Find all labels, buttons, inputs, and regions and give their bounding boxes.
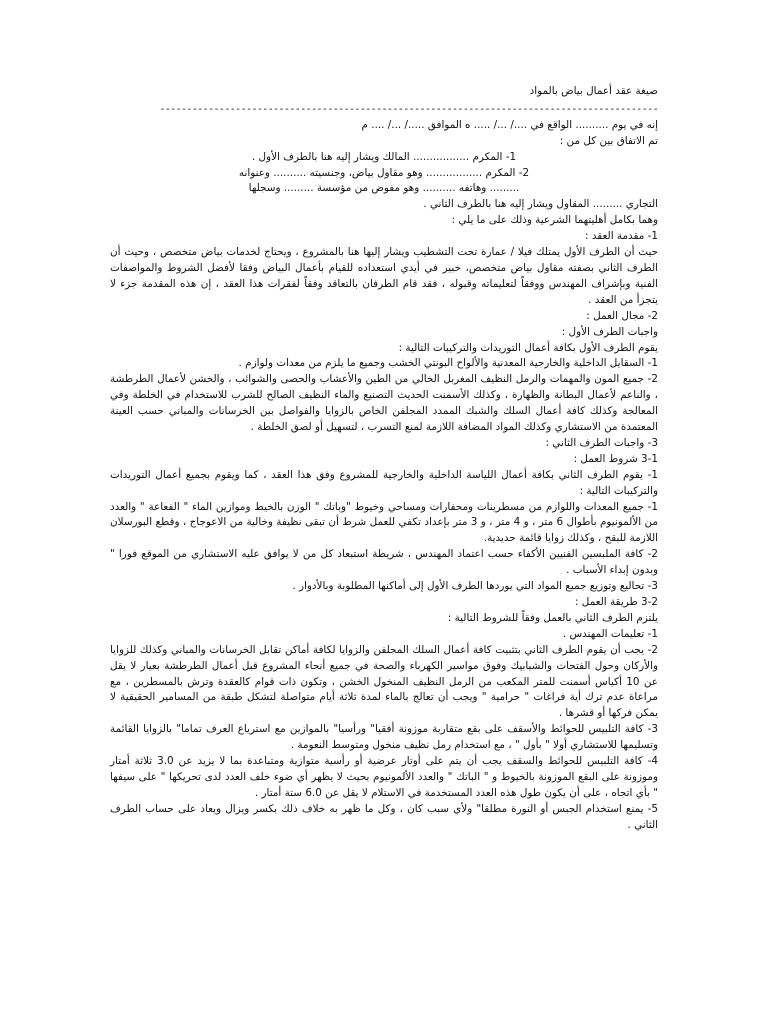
- paragraph: حيث أن الطرف الأول يمتلك فيلا / عمارة تحت التشطيب ويشار إليها هنا بالمشروع ، ويحتاج لخدمات بياض متخصص ، وحيث أن الطرف الثاني بصفته مقاول بياض متخصص، خبير في أيدي استعداده للقيام بأعمال البياض وفقا لأفضل الشروط والمواصفات الفنية وبإشراف المهندس ووفقاً لتعليماته وقبوله ، فقد قام الطرفان بالتعاقد وفقاً لفقرات هذا العقد ، إن هذه المقدمة جزء لا يتجزأ من العقد .: [110, 246, 658, 306]
- section-heading: 3-1 شروط العمل :: [573, 452, 658, 465]
- list-item: 1- يقوم الطرف الثاني بكافة أعمال اللياسة الداخلية والخارجية للمشروع وفق هذا العقد ، كما ويقوم بجميع أعمال التوريدات والتركيبات التالية :: [110, 468, 658, 497]
- section-heading: واجبات الطرف الأول :: [561, 325, 658, 338]
- text-line: يقوم الطرف الأول بكافة أعمال التوريدات والتركيبات التالية :: [398, 341, 658, 354]
- party-two-line: 2- المكرم ................. وهو مقاول بياض، وجنسيته .......... وعنوانه: [238, 166, 530, 179]
- list-item: 1- جميع المعدات واللوازم من مسطرينات ومحفارات ومساحي وخيوط "وباتك " الوزن بالخيط وموازين الماء " الفعاعة " والعدد من الألمونيوم بأطوال 6 متر ، و 4 متر ، و 3 متر بإعداد تكفي للعمل شرط أن تبقى نظيفة وخالية من الاعوجاج ، وقطع البورسلان اللازمة للبقح ، وكذلك زوايا قائمة حديدية.: [110, 500, 658, 545]
- document-title: صيغة عقد أعمال بياض بالمواد: [529, 85, 658, 97]
- party-two-contact-line: ......... وهاتفه .......... وهو مفوض من مؤسسة ......... وسجلها: [248, 182, 520, 195]
- list-item: 2- جميع المون والمهمات والرمل النظيف المغربل الخالي من الطين والأعشاب والحصى والشوائب ، والخشن لأعمال الطرطشة ، والناعم لأعمال البطانة والظهارة ، وكذلك الأسمنت الحديث التصنيع والماء النظيف الصالح للشرب للاستخدام في الخلطة وفي المعالجة وكذلك كافة أعمال السلك والشبك الممدد المجلفن الخاص بالزوايا والفواصل بين الخرسانات والمباني حسب العينة المعتمدة من الاستشاري وكذلك المواد المضافة اللازمة لمنع التسرب ، لتسهيل أو لصق الخلطة .: [110, 373, 658, 434]
- list-item: 2- يجب أن يقوم الطرف الثاني بتثبيت كافة أعمال السلك المجلفن والزوايا لكافة أماكن تقابل الخرسانات والمباني وكذلك للزوايا والأركان وحول الفتحات والشبابيك وفوق مواسير الكهرباء والصحة في جميع أنحاء المشروع قبل أعمال الطرطشة بعيار لا يقل عن 10 أكياس أسمنت للمتر المكعب من الرمل النظيف المنخول الخشن ، وتكون ذات قوام كالعقدة وترش بالمسطرين ، مع مراعاة عدم ترك أية فراغات " حرامية " ويجب أن تعالج بالماء لمدة ثلاثة أيام متواصلة لتشكل طبقة من المسامير الحقيقية لا يمكن فركها أو قشرها .: [110, 643, 658, 720]
- list-item: 1- تعليمات المهندس .: [562, 627, 658, 640]
- contract-date-line: إنه في يوم .......... الواقع في ..../ .../ ..... ه الموافق ...../ .../ .... م: [361, 118, 658, 131]
- text-line: تم الاتفاق بين كل من :: [559, 134, 658, 147]
- list-item: 2- كافة الملبسين الفنيين الأكفاء حسب اعتماد المهندس ، شريطة استبعاد كل من لا يوافق عليه الاستشاري من الموقع فورا " وبدون إبداء الأسباب .: [110, 548, 658, 577]
- list-item: 5- يمنع استخدام الجبس أو النورة مطلقا" ولأي سبب كان ، وكل ما ظهر به خلاف ذلك بكسر ويزال ويعاد على حساب الطرف الثاني .: [110, 802, 658, 831]
- list-item: 1- السقايل الداخلية والخارجية المعدنية والألواح البونتي الخشب وجميع ما يلزم من معدات ولوازم .: [238, 357, 658, 370]
- text-line: وهما بكامل أهليتهما الشرعية وذلك على ما يلي :: [451, 214, 658, 227]
- list-item: 3- كافة التلبيس للحوائط والأسقف على بقع متقاربة موزونة أفقيا" ورأسيا" بالموازين مع استرياع العرف تماما" بالزوايا القائمة وتسليمها للاستشاري أولا " بأول " ، مع استخدام رمل نظيف منخول ومتوسط النعومة .: [110, 723, 658, 752]
- section-heading: 1- مقدمة العقد :: [585, 230, 658, 243]
- section-heading: 2- مجال العمل :: [586, 309, 658, 322]
- list-item: 4- كافة التلبيس للحوائط والسقف يجب أن يتم على أوتار عرضية أو رأسية متوازية ومتباعدة بما لا يزيد عن 3.0 ثلاثة أمتار وموزونة على البقع الموزونة بالخيوط و " الباتك " والعدد الألمونيوم بحيث لا يظهر أي ضوء خلف العدد لدى تحريكها " على سيفها " بأي اتجاه ، على أن يكون طول هذه العدد المستخدمة في الاستلام لا يقل عن 6.0 ستة أمتار .: [110, 755, 659, 799]
- party-two-registry-line: التجاري ......... المقاول ويشار إليه هنا بالطرف الثاني .: [423, 198, 658, 211]
- section-heading: 3- واجبات الطرف الثاني :: [545, 436, 658, 449]
- separator-line: --------------------------------------------------------------------------------------------: [159, 103, 658, 115]
- list-item: 3- تحاليع وتوزيع جميع المواد التي يوردها الطرف الأول إلى أماكنها المطلوبة وبالأدوار .: [292, 580, 658, 593]
- party-one-line: 1- المكرم ................. المالك ويشار إليه هنا بالطرف الأول .: [251, 150, 517, 163]
- section-heading: 3-2 طريقة العمل :: [574, 596, 658, 608]
- text-line: يلتزم الطرف الثاني بالعمل وفقاً للشروط التالية :: [447, 611, 658, 624]
